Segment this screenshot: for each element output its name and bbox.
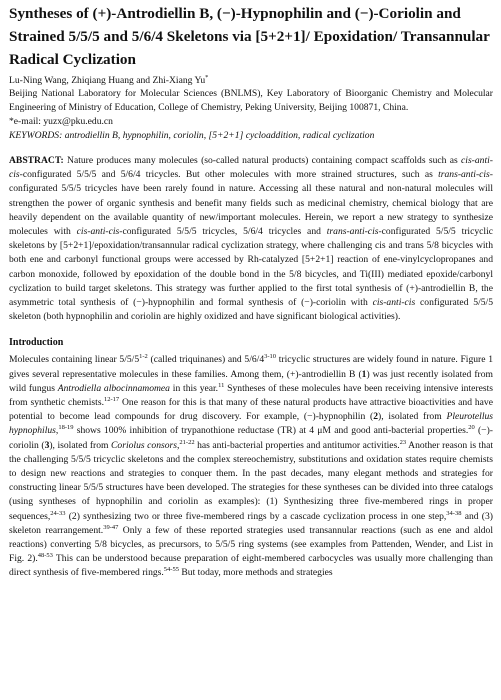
paper-title: Syntheses of (+)-Antrodiellin B, (−)-Hypnophilin and (−)-Coriolin and Strained 5/5/5 and 5/6/4 Skeletons via [5+2+1]/ Epoxidation/ Transannular Radical Cyclization	[9, 5, 490, 68]
citation-ref[interactable]: 1-2	[139, 353, 148, 361]
author-names: Lu-Ning Wang, Zhiqiang Huang and Zhi-Xiang Yu	[9, 75, 206, 86]
species-name: Antrodiella albocinnamomea	[57, 382, 170, 394]
body-text: This can be understood because preparation of eight-membered carbocycles was usually more challenging than direct synthesis of five-membered rings.	[9, 553, 493, 579]
abstract-italic: cis-anti-cis	[372, 297, 416, 309]
citation-ref[interactable]: 23	[399, 438, 407, 446]
compound-number: 3	[44, 439, 50, 451]
abstract-text: configurated 5/5/5 skeleton (both hypnophilin and coriolin are highly oxidized and have significant biological activities).	[9, 297, 494, 323]
body-text: One reason for this is that many of these natural products have attractive bioactivities and have potential to become lead compounds for drug discovery. For example, (−)-hypnophilin (	[9, 397, 493, 423]
body-text: Only a few of these reported strategies used transannular reactions (such as ene and aldol reactions) converting 5/8 bicycles, as precursors, to 5/5/5 ring systems (see examples from Pattenden, Wender, and List in Fig. 2).	[9, 524, 493, 565]
body-text: has anti-bacterial properties and antitumor activities.	[194, 439, 400, 451]
body-text: (−)-coriolin (	[9, 425, 493, 451]
body-text: Syntheses of these molecules have been receiving intensive interests from synthetic chemists.	[9, 382, 493, 409]
abstract-text: Nature produces many molecules (so-called natural products) containing compact scaffolds such as	[63, 155, 462, 166]
body-text: shows 100% inhibition of trypanothione reductase (TR) at 4 μM and good anti-bacterial properties.	[73, 425, 469, 437]
citation-ref[interactable]: 39-47	[103, 523, 119, 531]
citation-ref[interactable]: 18-19	[58, 424, 74, 432]
body-text: Another reason is that the challenging 5/5/5 tricyclic skeletons and the complex stereochemistry, substitutions and oxidation states require chemists to design new reactions and strategies to conquer them. In the past decades, many elegant methods and strategies for constructing linear 5/5/5 structures have been developed. The strategies for these syntheses can be divided into three catalogs (using syntheses of hypnophilin and coriolin as examples): (1) Synthesizing three five-membered rings in proper sequences,	[9, 439, 494, 522]
body-text: But today, more methods and strategies	[178, 567, 333, 579]
body-text: tricyclic structures are widely found in nature. Figure 1 gives several representative molecules in these families. Among them, (+)-antrodiellin B (	[9, 354, 493, 380]
abstract	[9, 154, 493, 324]
abstract-text: -configurated 5/5/5 tricyclic skeletons by [5+2+1]/epoxidation/transannular radical cyclization strategy, where challenging cis and trans 5/8 bicycles with both ene and carbonyl functional groups were accessed by Rh-catalyzed [5+2+1] reaction of ene-vinylcyclopropanes and carbon monoxide, followed by epoxidation of the double bond in the 5/8 bicycles, and Ti(III) mediated epoxide/carbonyl cyclization to build target skeletons. This strategy was further applied to the first total synthesis of (+)-antrodiellin B, the asymmetric total synthesis of (−)-hypnophilin and formal synthesis of (−)-coriolin with	[9, 226, 493, 309]
abstract-text: -configurated 5/5/5 tricycles have been rarely found in nature. Accessing all these natural and non-natural molecules will strengthen the power of organic synthesis and benefit many fields such as medicinal chemistry, chemical biology that are heavily dependent on the available quantity of new/important molecules. Herein, we report a new strategy to synthesize molecules with	[9, 169, 493, 238]
species-name: Coriolus consors	[111, 439, 177, 451]
keywords: KEYWORDS: antrodiellin B, hypnophilin, coriolin, [5+2+1] cycloaddition, radical cyclization	[9, 130, 375, 141]
body-text: (called triquinanes) and 5/6/4	[147, 354, 265, 366]
body-text: and (3) skeleton rearrangement.	[9, 510, 493, 536]
citation-ref[interactable]: 21-22	[179, 438, 195, 446]
contact-email[interactable]: *e-mail: yuzx@pku.edu.cn	[9, 116, 113, 127]
abstract-italic: cis-anti-cis	[9, 155, 493, 181]
citation-ref[interactable]: 20	[468, 424, 475, 432]
citation-ref[interactable]: 12-17	[103, 396, 120, 404]
citation-ref[interactable]: 3-10	[264, 353, 277, 361]
body-text: Molecules containing linear 5/5/5	[9, 354, 140, 366]
author-list	[9, 74, 493, 87]
body-text: in this year.	[169, 382, 219, 394]
body-text: (2) synthesizing two or three five-membered rings by a cascade cyclization process in one step,	[65, 510, 447, 522]
citation-ref[interactable]: 34-38	[446, 509, 462, 517]
body-text: ) was just recently isolated from wild fungus	[9, 368, 493, 394]
body-text: ,	[177, 439, 180, 451]
compound-number: 1	[361, 368, 367, 380]
affiliation: Beijing National Laboratory for Molecular Sciences (BNLMS), Key Laboratory of Bioorganic Chemistry and Molecular Engineering of Ministry of Education, College of Chemistry, Peking University, Beijing 100871, China.	[9, 88, 493, 113]
citation-ref[interactable]: 11	[218, 381, 225, 389]
abstract-italic: trans-anti-cis	[326, 226, 379, 238]
body-text: ,	[55, 425, 59, 437]
abstract-label: ABSTRACT:	[9, 155, 64, 166]
citation-ref[interactable]: 48-53	[37, 552, 53, 560]
abstract-text: -configurated 5/5/5 and 5/6/4 tricycles. But other molecules with more strained structures, such as	[19, 169, 439, 181]
body-text: ), isolated from	[378, 411, 447, 423]
species-name: Pleurotellus hypnophilus	[9, 411, 494, 437]
introduction-paragraph	[9, 353, 493, 580]
corresponding-author-mark: *	[205, 74, 209, 81]
citation-ref[interactable]: 24-33	[50, 509, 66, 517]
section-heading-introduction: Introduction	[9, 337, 64, 349]
abstract-text: -configurated 5/5/5 tricycles, 5/6/4 tricycles and	[119, 226, 327, 238]
compound-number: 2	[373, 411, 379, 423]
body-text: ), isolated from	[49, 439, 112, 451]
abstract-italic: trans-anti-cis	[438, 169, 490, 181]
abstract-italic: cis-anti-cis	[76, 226, 120, 238]
citation-ref[interactable]: 54-55	[163, 566, 179, 574]
